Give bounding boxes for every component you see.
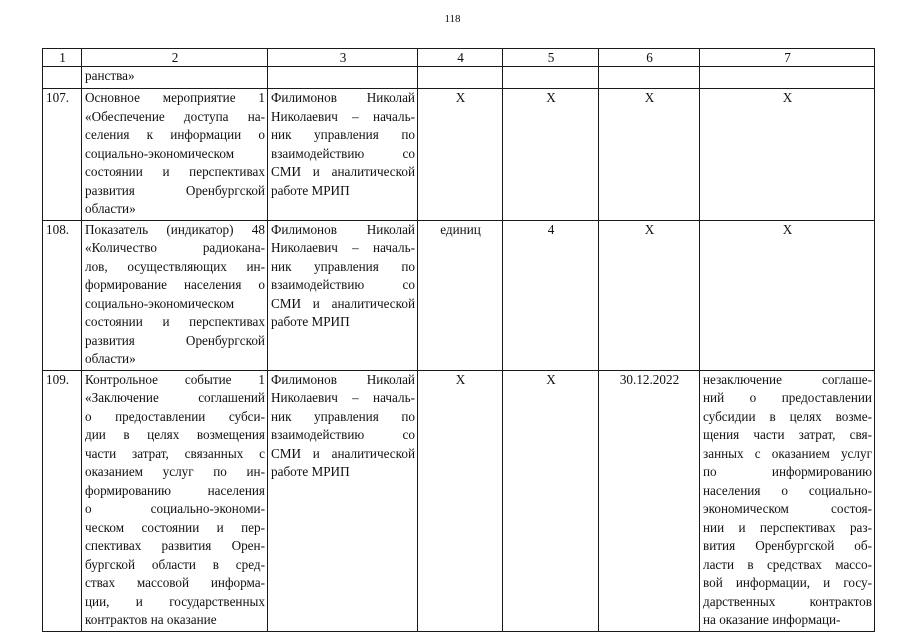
header-col-2: 2 xyxy=(82,49,268,67)
cell-text-line: развития Оренбургской xyxy=(85,182,265,198)
cell-text-line: ции, и государственных xyxy=(85,593,265,609)
cell-text-line: взаимодействию со xyxy=(271,277,415,292)
cell-empty xyxy=(268,67,418,89)
cell-col-5: 4 xyxy=(503,220,599,370)
table-row xyxy=(43,220,875,370)
cell-col-5: Х xyxy=(503,370,599,631)
table-header-row xyxy=(43,49,875,67)
cell-text-line: формирование населения о xyxy=(85,277,265,292)
cell-text-line: вития Оренбургской об- xyxy=(703,538,872,553)
cell-text-line: социально-экономическом xyxy=(85,295,235,311)
cell-text-line: нии и перспективах раз- xyxy=(703,519,872,535)
cell-text-line: работе МРИП xyxy=(271,314,350,329)
cell-col-4: единиц xyxy=(418,220,503,370)
cell-text-line: Филимонов Николай xyxy=(271,371,415,387)
cell-text-line: состоянии и перспективах xyxy=(85,314,265,329)
cell-text-line: области» xyxy=(85,351,136,366)
cell-text-line: субсидии в целях возме- xyxy=(703,408,872,424)
cell-text-line: контрактов на оказание xyxy=(85,612,217,627)
cell-text-line: ческом состоянии и пер- xyxy=(85,519,265,535)
header-col-6: 6 xyxy=(599,49,700,67)
cell-text-line: Контрольное событие 1 xyxy=(85,371,265,387)
cell-text-line: Показатель (индикатор) 48 xyxy=(85,221,265,237)
cell-text-line: Николаевич – началь- xyxy=(271,240,415,255)
cell-num xyxy=(43,67,82,89)
cell-text-line: Филимонов Николай xyxy=(271,221,415,237)
cell-text-line: Николаевич – началь- xyxy=(271,390,415,405)
cell-continuation-text: ранства» xyxy=(82,67,268,89)
cell-text-line: спективах развития Орен- xyxy=(85,538,265,553)
cell-text-line: СМИ и аналитической xyxy=(271,295,415,311)
cell-text-line: ник управления по xyxy=(271,258,415,274)
cell-text-line: ний о предоставлении xyxy=(703,390,872,405)
cell-text-line: дии в целях возмещения xyxy=(85,427,265,442)
cell-text-line: лов, осуществляющих ин- xyxy=(85,258,265,274)
cell-text-line: Николаевич – началь- xyxy=(271,108,415,124)
cell-text-line: взаимодействию со xyxy=(271,427,415,442)
cell-text-line: развития Оренбургской xyxy=(85,332,265,348)
cell-text-line: «Обеспечение доступа на- xyxy=(85,108,265,124)
cell-text-line: Филимонов Николай xyxy=(271,90,415,105)
cell-text-line: ствах массовой информа- xyxy=(85,575,265,590)
table-row-continuation xyxy=(43,67,875,89)
cell-text-line: селения к информации о xyxy=(85,127,265,142)
cell-event-name xyxy=(82,370,268,631)
cell-text-line: ник управления по xyxy=(271,408,415,424)
header-col-4: 4 xyxy=(418,49,503,67)
cell-text-line: СМИ и аналитической xyxy=(271,164,415,179)
cell-text-line: формированию населения xyxy=(85,482,265,498)
cell-row-number: 109. xyxy=(43,370,82,631)
cell-text-line: оказанием услуг по ин- xyxy=(85,464,265,479)
cell-col-4: Х xyxy=(418,89,503,221)
cell-text-line: незаключение соглаше- xyxy=(703,371,872,387)
cell-responsible xyxy=(268,370,418,631)
header-col-3: 3 xyxy=(268,49,418,67)
header-col-5: 5 xyxy=(503,49,599,67)
table-row xyxy=(43,370,875,631)
cell-row-number: 108. xyxy=(43,220,82,370)
cell-text-line: населения о социально- xyxy=(703,482,872,498)
cell-col-6: 30.12.2022 xyxy=(599,370,700,631)
cell-col-6: Х xyxy=(599,89,700,221)
cell-text-line: работе МРИП xyxy=(271,464,350,479)
cell-text-line: ласти в средствах массо- xyxy=(703,556,872,572)
cell-text-line: по информированию xyxy=(703,464,872,479)
cell-text-line: «Заключение соглашений xyxy=(85,390,265,405)
cell-text-line: вой информации, и госу- xyxy=(703,575,872,590)
cell-text-line: взаимодействию со xyxy=(271,145,415,161)
cell-col-6: Х xyxy=(599,220,700,370)
document-table xyxy=(42,48,875,632)
cell-text-line: Основное мероприятие 1 xyxy=(85,90,265,105)
cell-event-name xyxy=(82,220,268,370)
cell-event-name xyxy=(82,89,268,221)
cell-empty xyxy=(599,67,700,89)
cell-col-7-description xyxy=(700,370,875,631)
cell-responsible xyxy=(268,220,418,370)
cell-text-line: экономическом состоя- xyxy=(703,501,872,516)
header-col-1: 1 xyxy=(43,49,82,67)
cell-empty xyxy=(700,67,875,89)
cell-col-7: Х xyxy=(700,220,875,370)
cell-text-line: дарственных контрактов xyxy=(703,593,872,609)
cell-empty xyxy=(503,67,599,89)
cell-text-line: части затрат, связанных с xyxy=(85,445,265,461)
cell-text-line: социально-экономическом xyxy=(85,145,235,161)
cell-text-line: на оказание информаци- xyxy=(703,612,841,627)
cell-col-7: Х xyxy=(700,89,875,221)
cell-text-line: работе МРИП xyxy=(271,182,350,198)
cell-col-4: Х xyxy=(418,370,503,631)
cell-text-line: о предоставлении субси- xyxy=(85,408,265,424)
table-row xyxy=(43,89,875,221)
cell-responsible xyxy=(268,89,418,221)
cell-text-line: области» xyxy=(85,201,136,216)
cell-text-line: «Количество радиокана- xyxy=(85,240,265,255)
page-number: 118 xyxy=(444,13,461,25)
cell-text-line: щения части затрат, свя- xyxy=(703,427,872,442)
cell-text-line: бургской области в сред- xyxy=(85,556,265,572)
cell-text-line: СМИ и аналитической xyxy=(271,445,415,461)
cell-text-line: состоянии и перспективах xyxy=(85,164,265,179)
cell-empty xyxy=(418,67,503,89)
cell-text-line: занных с оказанием услуг xyxy=(703,445,872,461)
cell-row-number: 107. xyxy=(43,89,82,221)
cell-text-line: о социально-экономи- xyxy=(85,501,265,516)
cell-text-line: ник управления по xyxy=(271,127,415,142)
header-col-7: 7 xyxy=(700,49,875,67)
cell-col-5: Х xyxy=(503,89,599,221)
